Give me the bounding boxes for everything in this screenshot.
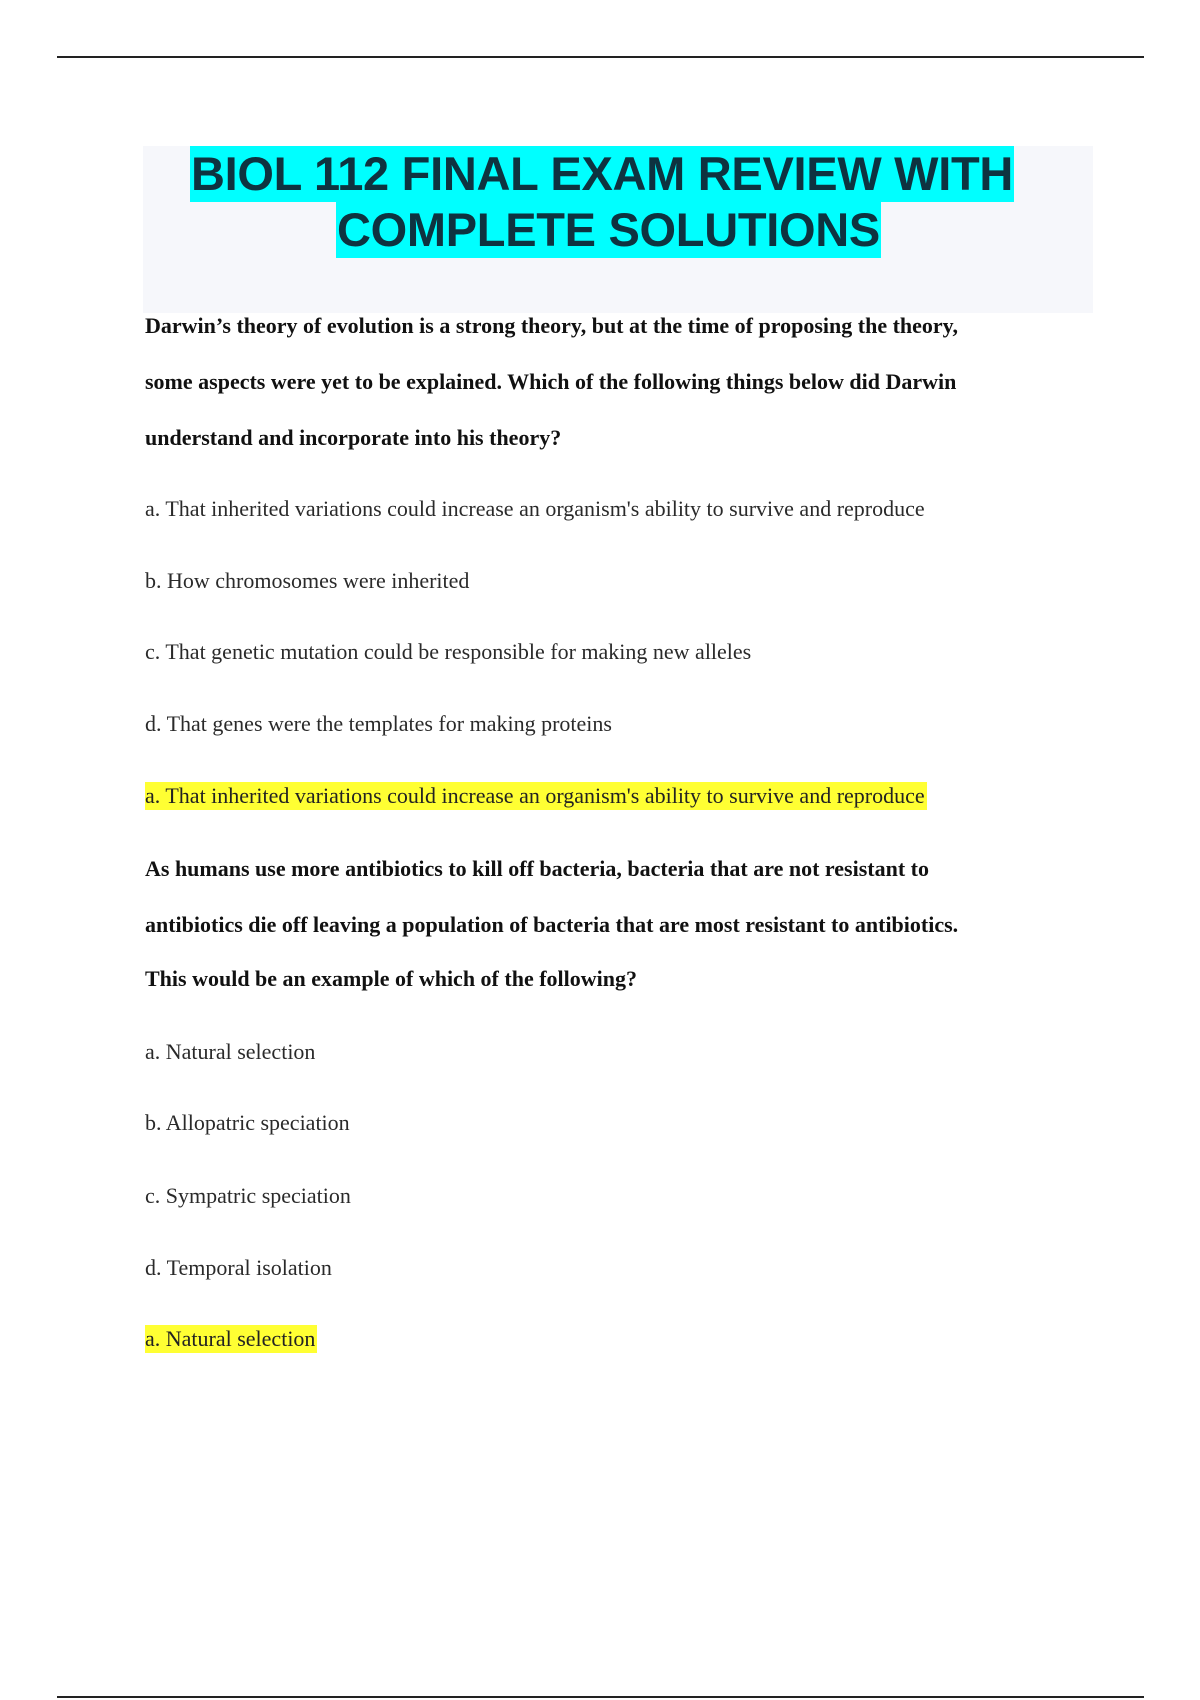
question-2-option-c: c. Sympatric speciation	[145, 1183, 351, 1208]
document-title-line-1: BIOL 112 FINAL EXAM REVIEW WITH	[191, 147, 1014, 200]
question-1-option-a: a. That inherited variations could increase an organism's ability to survive and reproduce	[145, 496, 925, 521]
question-1-option-d: d. That genes were the templates for making proteins	[145, 711, 612, 736]
title-block	[143, 146, 1093, 313]
bottom-rule	[57, 1696, 1144, 1698]
question-2-line-3: This would be an example of which of the following?	[145, 966, 637, 991]
document-title-line-2: COMPLETE SOLUTIONS	[337, 203, 880, 256]
question-1-answer: a. That inherited variations could increase an organism's ability to survive and reproduce	[145, 783, 925, 808]
question-2-option-b: b. Allopatric speciation	[145, 1110, 350, 1135]
question-1-line-1: Darwin’s theory of evolution is a strong theory, but at the time of proposing the theory,	[145, 313, 958, 338]
question-1-option-c: c. That genetic mutation could be responsible for making new alleles	[145, 639, 752, 664]
question-2-answer: a. Natural selection	[145, 1326, 316, 1351]
question-2-option-d: d. Temporal isolation	[145, 1255, 332, 1280]
question-2-line-1: As humans use more antibiotics to kill off bacteria, bacteria that are not resistant to	[145, 856, 929, 881]
question-2-option-a: a. Natural selection	[145, 1039, 316, 1064]
top-rule	[57, 56, 1144, 58]
question-1-line-2: some aspects were yet to be explained. Which of the following things below did Darwin	[145, 369, 957, 394]
question-2-line-2: antibiotics die off leaving a population of bacteria that are most resistant to antibiotics.	[145, 912, 959, 937]
question-1-option-b: b. How chromosomes were inherited	[145, 568, 470, 593]
question-1-line-3: understand and incorporate into his theory?	[145, 425, 562, 450]
